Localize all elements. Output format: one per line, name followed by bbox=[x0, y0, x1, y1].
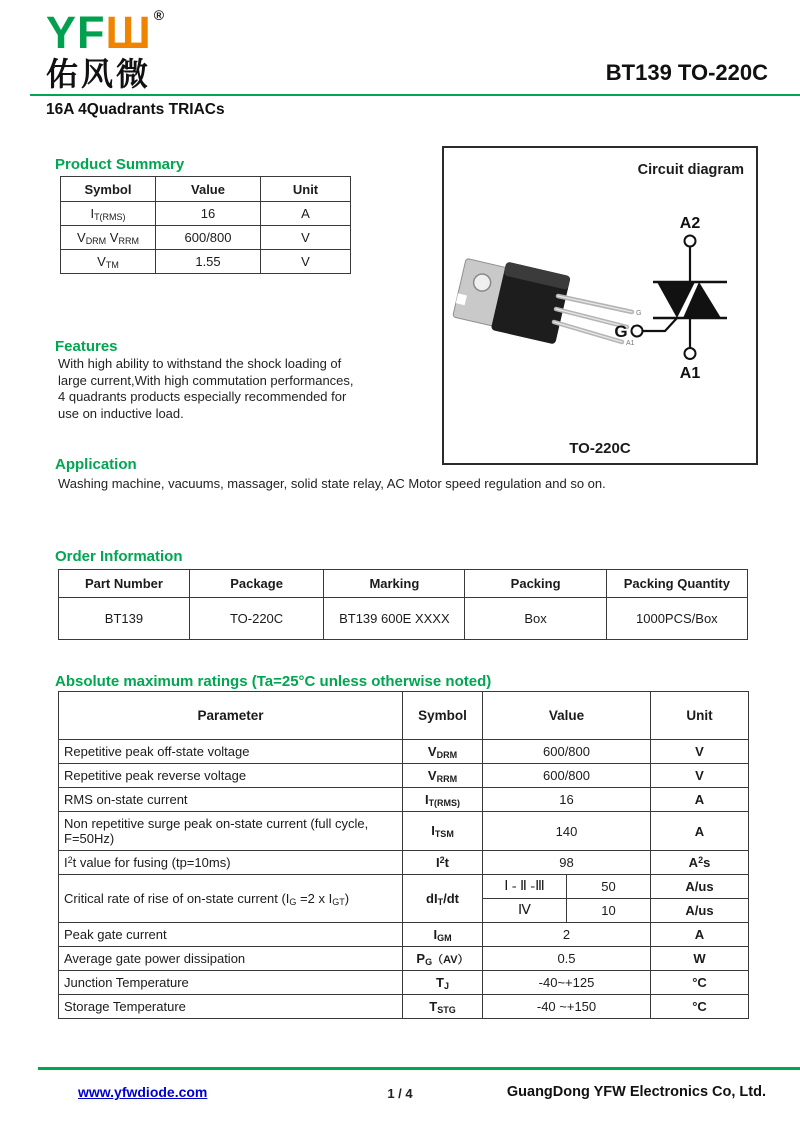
unit-cell: A/us bbox=[651, 875, 749, 899]
triac-symbol bbox=[607, 210, 757, 395]
circuit-diagram-box bbox=[442, 146, 758, 465]
unit-cell: V bbox=[261, 226, 351, 250]
symbol-cell: $I_{T(RMS)}$ bbox=[403, 788, 483, 812]
parameter-cell: Repetitive peak reverse voltage bbox=[59, 764, 403, 788]
unit-cell: °C bbox=[651, 971, 749, 995]
column-header-value: Value bbox=[156, 177, 261, 202]
quadrant-cell: Ⅳ bbox=[483, 899, 567, 923]
table-row bbox=[59, 971, 749, 995]
column-header-value: Value bbox=[483, 692, 651, 740]
brand-logo-latin bbox=[46, 7, 166, 58]
table-row bbox=[59, 764, 749, 788]
terminal-a1-circle bbox=[685, 348, 696, 359]
terminal-a2-circle bbox=[685, 236, 696, 247]
unit-cell: °C bbox=[651, 995, 749, 1019]
terminal-a1-label: A1 bbox=[679, 365, 701, 382]
parameter-cell: RMS on-state current bbox=[59, 788, 403, 812]
parameter-cell: Repetitive peak off-state voltage bbox=[59, 740, 403, 764]
brand-logo bbox=[46, 8, 165, 90]
column-header-symbol: Symbol bbox=[403, 692, 483, 740]
abs-max-ratings-table bbox=[58, 691, 749, 1019]
column-header-marking: Marking bbox=[324, 570, 465, 598]
logo-yf-text: YF bbox=[46, 7, 106, 58]
value-cell: 2 bbox=[483, 923, 651, 947]
order-information-heading: Order Information bbox=[55, 548, 183, 565]
packing-quantity-cell: 1000PCS/Box bbox=[606, 598, 747, 640]
value-cell: 600/800 bbox=[156, 226, 261, 250]
terminal-gate-label: G bbox=[614, 322, 628, 341]
parameter-cell: Critical rate of rise of on-state current ($I_G =2$ x $I_{GT}$) bbox=[59, 875, 403, 923]
column-header-symbol: Symbol bbox=[61, 177, 156, 202]
value-cell: 10 bbox=[567, 899, 651, 923]
table-row bbox=[59, 875, 749, 899]
unit-cell: V bbox=[651, 740, 749, 764]
table-row bbox=[61, 226, 351, 250]
unit-cell: A/us bbox=[651, 899, 749, 923]
package-body-group bbox=[452, 253, 571, 345]
unit-cell: A bbox=[651, 812, 749, 851]
value-cell: 98 bbox=[483, 851, 651, 875]
application-text: Washing machine, vacuums, massager, solid state relay, AC Motor speed regulation and so on. bbox=[58, 476, 606, 491]
symbol-cell: $V_{RRM}$ bbox=[403, 764, 483, 788]
table-row bbox=[61, 250, 351, 274]
document-title: BT139 TO-220C bbox=[605, 60, 768, 85]
unit-cell: W bbox=[651, 947, 749, 971]
header-divider bbox=[30, 94, 800, 96]
features-line: use on inductive load. bbox=[58, 405, 184, 421]
value-cell: 0.5 bbox=[483, 947, 651, 971]
symbol-cell: $I^2t$ bbox=[403, 851, 483, 875]
table-row bbox=[59, 851, 749, 875]
value-cell: 600/800 bbox=[483, 764, 651, 788]
table-header-row bbox=[59, 692, 749, 740]
package-cell: TO-220C bbox=[189, 598, 323, 640]
company-name: GuangDong YFW Electronics Co, Ltd. bbox=[506, 1084, 766, 1100]
symbol-cell: $V_{DRM}$ bbox=[403, 740, 483, 764]
unit-cell: V bbox=[651, 764, 749, 788]
features-line: With high ability to withstand the shock loading of bbox=[58, 356, 342, 371]
symbol-cell: $P_G(AV)$ bbox=[403, 947, 483, 971]
features-line: 4 quadrants products especially recommended for bbox=[58, 389, 347, 404]
value-cell: -40 ~+150 bbox=[483, 995, 651, 1019]
parameter-cell: $I^2t$ value for fusing (tp=10ms) bbox=[59, 851, 403, 875]
application-heading: Application bbox=[55, 456, 137, 473]
registered-trademark-icon: ® bbox=[153, 7, 166, 23]
unit-cell: $A^2s$ bbox=[651, 851, 749, 875]
value-cell: 140 bbox=[483, 812, 651, 851]
page-number: 1 / 4 bbox=[387, 1086, 413, 1101]
column-header-unit: Unit bbox=[651, 692, 749, 740]
table-row bbox=[59, 812, 749, 851]
value-cell: -40~+125 bbox=[483, 971, 651, 995]
column-header-part-number: Part Number bbox=[59, 570, 190, 598]
document-subtitle: 16A 4Quadrants TRIACs bbox=[46, 101, 225, 118]
terminal-a2-label: A2 bbox=[679, 215, 701, 232]
unit-cell: A bbox=[651, 923, 749, 947]
symbol-cell: $I_{T(RMS)}$ bbox=[61, 202, 156, 226]
logo-chinese-text: 佑风微 bbox=[46, 56, 152, 92]
features-line: large current,With high commutation performances, bbox=[58, 372, 354, 388]
features-text bbox=[58, 356, 408, 422]
parameter-cell: Junction Temperature bbox=[59, 971, 403, 995]
table-header-row bbox=[59, 570, 748, 598]
table-row bbox=[59, 598, 748, 640]
table-header-row bbox=[61, 177, 351, 202]
packing-cell: Box bbox=[465, 598, 606, 640]
symbol-cell: $V_{TM}$ bbox=[61, 250, 156, 274]
part-number-cell: BT139 bbox=[59, 598, 190, 640]
table-row bbox=[59, 740, 749, 764]
column-header-packing-quantity: Packing Quantity bbox=[606, 570, 747, 598]
circuit-diagram-title: Circuit diagram bbox=[637, 162, 744, 178]
table-row bbox=[59, 923, 749, 947]
symbol-cell: $dI_T/dt$ bbox=[403, 875, 483, 923]
features-heading: Features bbox=[55, 338, 118, 355]
footer-website-link[interactable]: www.yfwdiode.com bbox=[78, 1084, 208, 1100]
value-cell: 600/800 bbox=[483, 740, 651, 764]
unit-cell: A bbox=[261, 202, 351, 226]
symbol-cell: $T_{STG}$ bbox=[403, 995, 483, 1019]
value-cell: 50 bbox=[567, 875, 651, 899]
table-row bbox=[59, 788, 749, 812]
symbol-cell: $T_J$ bbox=[403, 971, 483, 995]
product-summary-table bbox=[60, 176, 351, 274]
package-pin-label-g: G bbox=[636, 310, 642, 317]
symbol-cell: $I_{TSM}$ bbox=[403, 812, 483, 851]
abs-max-ratings-heading: Absolute maximum ratings (Ta=25°C unless otherwise noted) bbox=[55, 673, 492, 690]
quadrant-cell: Ⅰ - Ⅱ -Ⅲ bbox=[483, 875, 567, 899]
value-cell: 1.55 bbox=[156, 250, 261, 274]
column-header-parameter: Parameter bbox=[59, 692, 403, 740]
gate-lead bbox=[643, 318, 678, 331]
column-header-packing: Packing bbox=[465, 570, 606, 598]
column-header-package: Package bbox=[189, 570, 323, 598]
logo-w-text: Ш bbox=[105, 7, 152, 58]
order-information-table bbox=[58, 569, 748, 640]
parameter-cell: Peak gate current bbox=[59, 923, 403, 947]
value-cell: 16 bbox=[483, 788, 651, 812]
value-cell: 16 bbox=[156, 202, 261, 226]
package-pin-label-a1: A1 bbox=[626, 340, 635, 347]
parameter-cell: Average gate power dissipation bbox=[59, 947, 403, 971]
table-row bbox=[59, 995, 749, 1019]
parameter-cell: Storage Temperature bbox=[59, 995, 403, 1019]
product-summary-heading: Product Summary bbox=[55, 156, 185, 173]
column-header-unit: Unit bbox=[261, 177, 351, 202]
symbol-cell: $V_{DRM}$ $V_{RRM}$ bbox=[61, 226, 156, 250]
unit-cell: V bbox=[261, 250, 351, 274]
terminal-gate-circle bbox=[632, 326, 643, 337]
footer-divider bbox=[38, 1067, 800, 1070]
marking-cell: BT139 600E XXXX bbox=[324, 598, 465, 640]
package-name-label: TO-220C bbox=[569, 440, 631, 457]
symbol-cell: $I_{GM}$ bbox=[403, 923, 483, 947]
table-row bbox=[61, 202, 351, 226]
parameter-cell: Non repetitive surge peak on-state current (full cycle, F=50Hz) bbox=[59, 812, 403, 851]
unit-cell: A bbox=[651, 788, 749, 812]
table-row bbox=[59, 947, 749, 971]
